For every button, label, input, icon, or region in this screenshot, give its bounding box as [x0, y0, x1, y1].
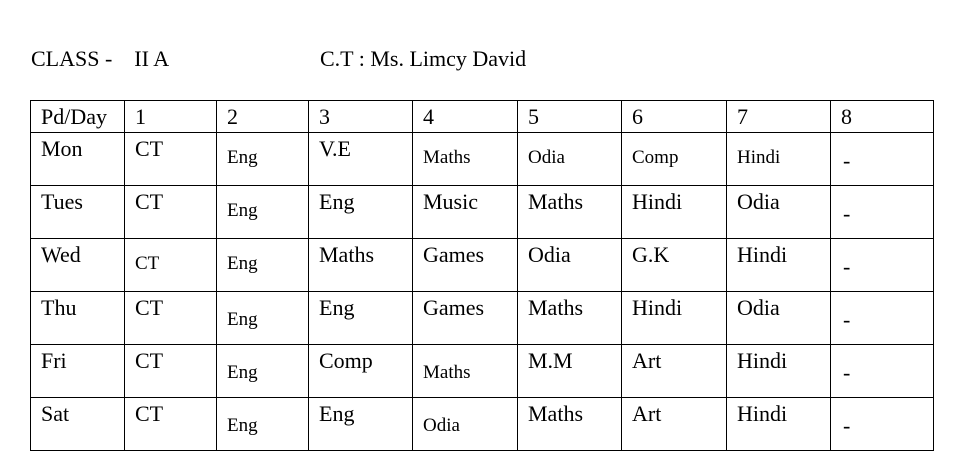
subject: Eng [319, 295, 355, 320]
period-cell [309, 398, 413, 451]
day-cell: Thu [31, 292, 125, 345]
period-cell [518, 133, 622, 186]
period-cell [727, 292, 831, 345]
period-cell [217, 239, 309, 292]
class-label: CLASS - II A [31, 46, 170, 71]
subject: Eng [227, 362, 258, 383]
subject: Eng [319, 401, 355, 426]
subject: M.M [528, 348, 573, 373]
column-header: 7 [727, 101, 831, 133]
table-row [31, 345, 934, 398]
subject: Games [423, 242, 485, 267]
subject: Odia [423, 415, 460, 436]
period-cell [309, 186, 413, 239]
subject: CT [135, 401, 164, 426]
subject: Hindi [632, 295, 683, 320]
day-cell: Mon [31, 133, 125, 186]
period-cell [217, 133, 309, 186]
subject: Odia [737, 295, 780, 320]
period-cell [217, 345, 309, 398]
subject: Hindi [737, 242, 788, 267]
period-cell [125, 398, 217, 451]
subject: Maths [423, 362, 471, 383]
day-cell: Sat [31, 398, 125, 451]
subject: Hindi [632, 189, 683, 214]
subject: Maths [528, 295, 583, 320]
period-cell [622, 239, 727, 292]
period-cell [727, 239, 831, 292]
period-cell [125, 186, 217, 239]
subject: Hindi [737, 401, 788, 426]
period-cell [727, 398, 831, 451]
column-header: 3 [309, 101, 413, 133]
table-row [31, 186, 934, 239]
period-cell [831, 398, 934, 451]
subject: CT [135, 189, 164, 214]
column-header: 6 [622, 101, 727, 133]
subject: V.E [319, 136, 351, 161]
period-cell [518, 186, 622, 239]
period-cell [413, 292, 518, 345]
period-cell [125, 345, 217, 398]
day-cell: Wed [31, 239, 125, 292]
table-row [31, 292, 934, 345]
timetable [30, 100, 934, 451]
day-cell: Fri [31, 345, 125, 398]
period-cell [831, 186, 934, 239]
period-cell [413, 239, 518, 292]
period-cell [727, 133, 831, 186]
column-header: 8 [831, 101, 934, 133]
subject: - [843, 201, 851, 226]
table-row [31, 239, 934, 292]
column-header: 4 [413, 101, 518, 133]
subject: - [843, 254, 851, 279]
subject: Art [632, 401, 662, 426]
subject: Art [632, 348, 662, 373]
period-cell [518, 345, 622, 398]
period-cell [727, 345, 831, 398]
period-cell [125, 239, 217, 292]
period-cell [831, 292, 934, 345]
subject: CT [135, 348, 164, 373]
period-cell [622, 398, 727, 451]
subject: Eng [227, 415, 258, 436]
period-cell [125, 133, 217, 186]
period-cell [217, 398, 309, 451]
column-header: Pd/Day [31, 101, 125, 133]
subject: Music [423, 189, 478, 214]
period-cell [622, 186, 727, 239]
subject: CT [135, 295, 164, 320]
period-cell [622, 345, 727, 398]
period-cell [413, 345, 518, 398]
subject: Eng [227, 253, 258, 274]
subject: Maths [528, 189, 583, 214]
subject: Eng [227, 147, 258, 168]
timetable-header-row [31, 101, 934, 133]
period-cell [727, 186, 831, 239]
column-header: 5 [518, 101, 622, 133]
period-cell [309, 239, 413, 292]
period-cell [217, 292, 309, 345]
subject: - [843, 360, 851, 385]
subject: CT [135, 253, 160, 274]
period-cell [518, 292, 622, 345]
subject: Odia [528, 147, 565, 168]
period-cell [309, 133, 413, 186]
period-cell [622, 292, 727, 345]
class-teacher-label: C.T : Ms. Limcy David [320, 46, 527, 71]
period-cell [831, 345, 934, 398]
period-cell [125, 292, 217, 345]
period-cell [413, 398, 518, 451]
subject: Eng [319, 189, 355, 214]
subject: - [843, 148, 851, 173]
period-cell [217, 186, 309, 239]
subject: Hindi [737, 147, 781, 168]
column-header: 1 [125, 101, 217, 133]
subject: Odia [737, 189, 780, 214]
subject: Odia [528, 242, 571, 267]
table-row [31, 133, 934, 186]
subject: - [843, 413, 851, 438]
subject: Eng [227, 309, 258, 330]
period-cell [413, 186, 518, 239]
period-cell [518, 398, 622, 451]
period-cell [309, 292, 413, 345]
subject: Comp [632, 147, 679, 168]
subject: Games [423, 295, 485, 320]
period-cell [622, 133, 727, 186]
subject: Hindi [737, 348, 788, 373]
subject: Comp [319, 348, 373, 373]
period-cell [309, 345, 413, 398]
period-cell [518, 239, 622, 292]
period-cell [831, 133, 934, 186]
period-cell [831, 239, 934, 292]
subject: Eng [227, 200, 258, 221]
subject: Maths [528, 401, 583, 426]
subject: Maths [319, 242, 374, 267]
subject: Maths [423, 147, 471, 168]
table-row [31, 398, 934, 451]
subject: G.K [632, 242, 670, 267]
subject: - [843, 307, 851, 332]
period-cell [413, 133, 518, 186]
subject: CT [135, 136, 164, 161]
column-header: 2 [217, 101, 309, 133]
day-cell: Tues [31, 186, 125, 239]
